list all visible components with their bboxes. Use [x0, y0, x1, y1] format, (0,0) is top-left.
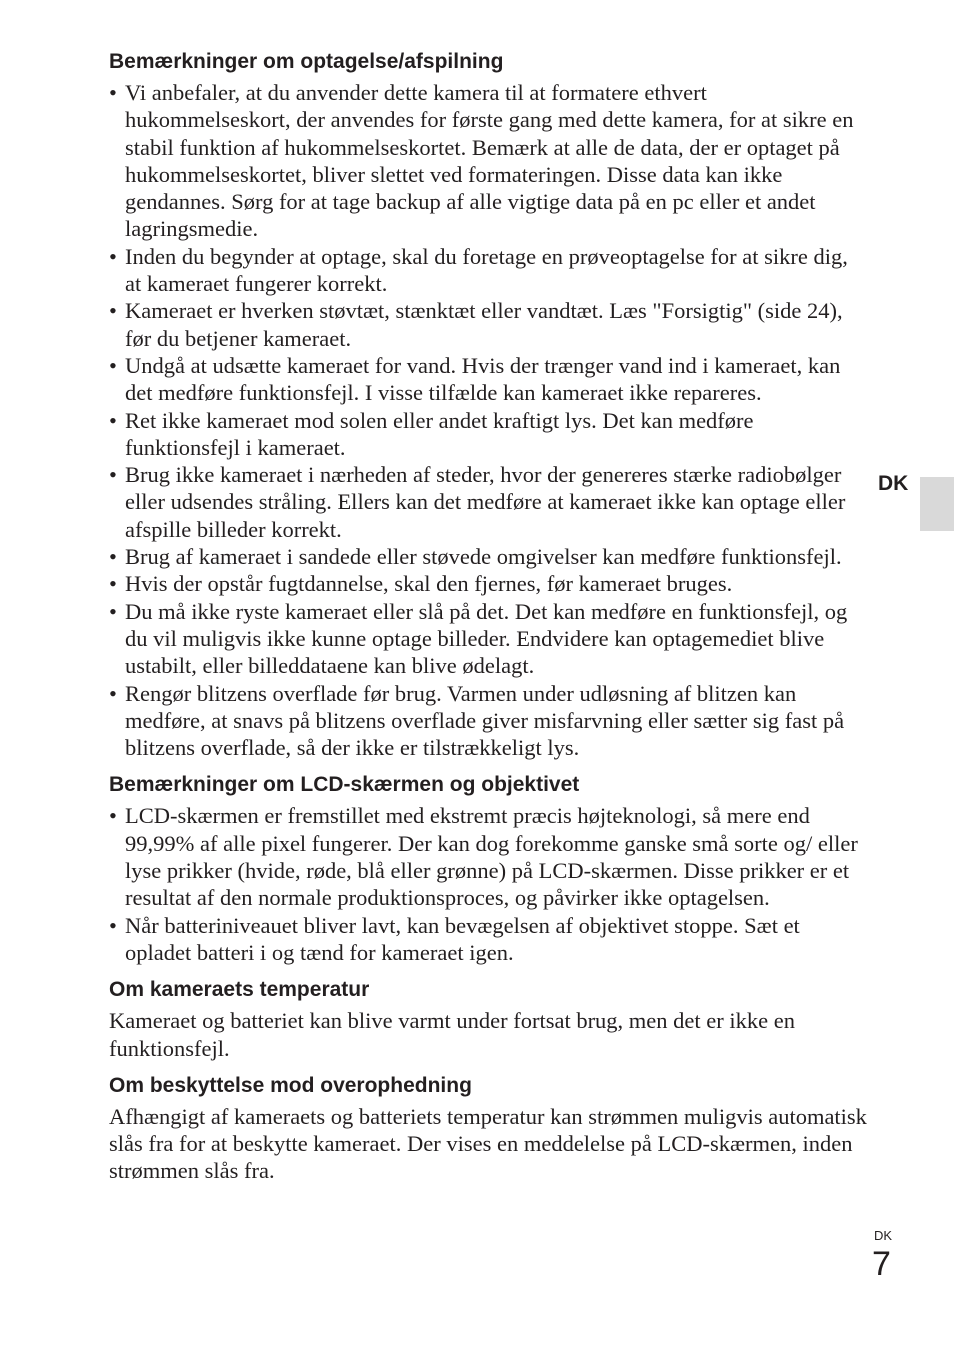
list-item-text: Når batteriniveauet bliver lavt, kan bevægelsen af objektivet stoppe. Sæt et opladet batteri i og tænd for kameraet igen.	[125, 912, 800, 965]
list-item-text: Hvis der opstår fugtdannelse, skal den fjernes, før kameraet bruges.	[125, 571, 733, 597]
list-item-text: Inden du begynder at optage, skal du foretage en prøveoptagelse for at sikre dig, at kameraet fungerer korrekt.	[125, 243, 848, 297]
list-item	[109, 912, 869, 967]
language-tab-label: DK	[878, 472, 909, 495]
list-item	[109, 543, 869, 570]
bullet-icon: •	[109, 243, 117, 269]
list-item	[109, 598, 869, 680]
section-heading: Bemærkninger om optagelse/afspilning	[109, 50, 504, 73]
list-item-text: LCD-skærmen er fremstillet med ekstremt præcis højteknologi, så mere end 99,99% af alle pixel fungerer. Der kan dog forekomme ganske små sorte og/ eller lyse prikker (hvide, røde, blå eller grønne) på LCD-skærmen. Disse prikker er et resultat af den normale produktionsproces, og påvirker ikke optagelsen.	[125, 803, 858, 911]
list-item-text: Kameraet er hverken støvtæt, stænktæt eller vandtæt. Læs "Forsigtig" (side 24), før du betjener kameraet.	[125, 298, 843, 351]
list-item	[109, 461, 869, 543]
section-heading: Om kameraets temperatur	[109, 978, 370, 1002]
list-item-text: Vi anbefaler, at du anvender dette kamera til at formatere ethvert hukommelseskort, der anvendes for første gang med dette kamera, for at sikre en stabil funktion af hukommelseskortet. Bemærk at alle de data, der er optaget på hukommelseskortet, bliver slettet ved formateringen. Disse data kan ikke gendannes. Sørg for at tage backup af alle vigtige data på en pc eller et andet lagringsmedie.	[125, 80, 854, 242]
section-camera-temperature	[109, 977, 869, 1062]
page-number: 7	[872, 1245, 891, 1283]
bullet-icon: •	[109, 352, 117, 378]
bullet-list	[109, 79, 869, 761]
bullet-list	[109, 802, 869, 966]
bullet-icon: •	[109, 80, 117, 105]
list-item	[109, 352, 869, 407]
bullet-icon: •	[109, 803, 117, 829]
bullet-icon: •	[109, 407, 117, 433]
list-item-text: Du må ikke ryste kameraet eller slå på det. Det kan medføre en funktionsfejl, og du vil muligvis ikke kunne optage billeder. Endvidere kan optagemediet blive ustabilt, eller billeddataene kan blive ødelagt.	[125, 598, 848, 679]
section-heading: Bemærkninger om LCD-skærmen og objektivet	[109, 773, 580, 797]
list-item-text: Brug af kameraet i sandede eller støvede omgivelser kan medføre funktionsfejl.	[125, 544, 842, 570]
page-content	[109, 49, 869, 1196]
list-item	[109, 407, 869, 462]
bullet-icon: •	[109, 462, 117, 488]
list-item	[109, 570, 869, 597]
bullet-icon: •	[109, 298, 117, 324]
list-item	[109, 79, 869, 243]
list-item	[109, 243, 869, 298]
list-item-text: Ret ikke kameraet mod solen eller andet kraftigt lys. Det kan medføre funktionsfejl i kameraet.	[125, 407, 754, 460]
section-paragraph: Kameraet og batteriet kan blive varmt under fortsat brug, men det er ikke en funktionsfejl.	[109, 1008, 795, 1061]
list-item	[109, 680, 869, 762]
footer-language: DK	[874, 1228, 893, 1243]
bullet-icon: •	[109, 598, 117, 624]
bullet-icon: •	[109, 912, 117, 938]
bullet-icon: •	[109, 680, 117, 706]
list-item-text: Undgå at udsætte kameraet for vand. Hvis der trænger vand ind i kameraet, kan det medføre funktionsfejl. I visse tilfælde kan kameraet ikke repareres.	[125, 352, 841, 406]
list-item-text: Rengør blitzens overflade før brug. Varmen under udløsning af blitzen kan medføre, at snavs på blitzens overflade giver misfarvning eller sætter sig fast på blitzens overflade, så der ikke er tilstrækkeligt lys.	[125, 680, 845, 761]
list-item	[109, 802, 869, 911]
bullet-icon: •	[109, 571, 117, 597]
list-item-text: Brug ikke kameraet i nærheden af steder, hvor der genereres stærke radiobølger eller udsendes stråling. Ellers kan det medføre at kameraet ikke kan optage eller afspille billeder korrekt.	[125, 462, 846, 542]
section-paragraph: Afhængigt af kameraets og batteriets temperatur kan strømmen muligvis automatisk slås fra for at beskytte kameraet. Der vises en meddelelse på LCD-skærmen, inden strømmen slås fra.	[109, 1103, 867, 1184]
list-item	[109, 297, 869, 352]
section-lcd-lens	[109, 772, 869, 966]
language-side-tab	[920, 477, 954, 531]
section-recording-playback	[109, 49, 869, 761]
section-overheating-protection	[109, 1073, 869, 1185]
section-heading: Om beskyttelse mod overophedning	[109, 1073, 472, 1097]
bullet-icon: •	[109, 544, 117, 570]
